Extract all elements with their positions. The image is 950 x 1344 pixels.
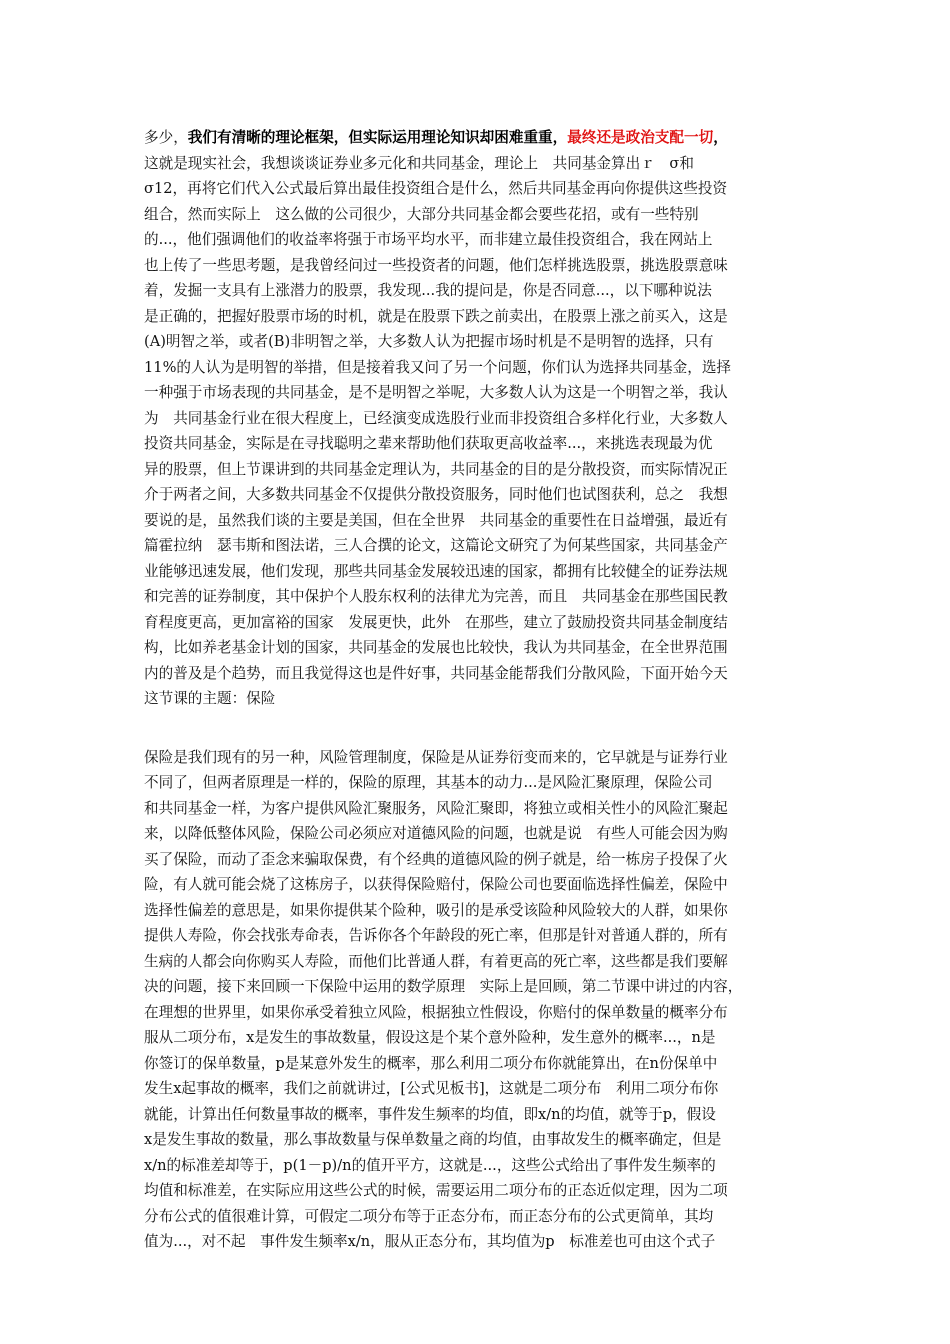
text-line: 这节课的主题：保险: [144, 690, 276, 707]
text-line: 是正确的，把握好股票市场的时机，就是在股票下跌之前卖出，在股票上涨之前买入，这是: [144, 307, 728, 325]
text-line: 投资共同基金，实际是在寻找聪明之辈来帮助他们获取更高收益率...，来挑选表现最为优: [144, 435, 713, 452]
text-line: 在理想的世界里，如果你承受着独立风险，根据独立性假设，你赔付的保单数量的概率分布: [144, 1003, 728, 1021]
text-line: 着，发掘一支具有上涨潜力的股票，我发现...我的提问是，你是否同意...，以下哪种说法: [144, 282, 712, 299]
lead-text: 多少，: [144, 129, 188, 146]
text-line: 组合，然而实际上 这么做的公司很少，大部分共同基金都会要些花招，或有一些特别: [144, 205, 699, 223]
text-line: 要说的是，虽然我们谈的主要是美国，但在全世界 共同基金的重要性在日益增强，最近有: [144, 511, 728, 529]
text-line: 你签订的保单数量，p是某意外发生的概率，那么利用二项分布你就能算出，在n份保单中: [144, 1054, 718, 1072]
text-line: 异的股票，但上节课讲到的共同基金定理认为，共同基金的目的是分散投资，而实际情况正: [144, 460, 728, 478]
text-line: 服从二项分布，x是发生的事故数量，假设这是个某个意外险种，发生意外的概率...，n是: [144, 1029, 716, 1046]
text-line: 介于两者之间，大多数共同基金不仅提供分散投资服务，同时他们也试图获利，总之 我想: [144, 486, 728, 503]
bold-comma: ，: [713, 129, 728, 146]
text-line: 11%的人认为是明智的举措，但是接着我又问了另一个问题，你们认为选择共同基金，选择: [144, 358, 732, 376]
document-body: [144, 125, 814, 1255]
red-emphasis-text: 最终还是政治支配一切: [567, 129, 714, 146]
text-line: 一种强于市场表现的共同基金，是不是明智之举呢，大多数人认为这是一个明智之举，我认: [144, 384, 728, 401]
text-line: 不同了，但两者原理是一样的，保险的原理，其基本的动力...是风险汇聚原理，保险公司: [144, 774, 713, 791]
text-line: 就能，计算出任何数量事故的概率，事件发生频率的均值，即x/n的均值，就等于p，假设: [144, 1105, 716, 1123]
text-line: 分布公式的值很难计算，可假定二项分布等于正态分布，而正态分布的公式更简单，其均: [144, 1207, 714, 1225]
paragraph-lines: [144, 151, 814, 712]
paragraph-mutual-funds: [144, 125, 814, 712]
text-line: 内的普及是个趋势，而且我觉得这也是件好事，共同基金能帮我们分散风险，下面开始今天: [144, 664, 728, 682]
text-line: 业能够迅速发展，他们发现，那些共同基金发展较迅速的国家，都拥有比较健全的证券法规: [144, 562, 728, 580]
text-line: 发生x起事故的概率，我们之前就讲过，[公式见板书]，这就是二项分布 利用二项分布你: [144, 1080, 719, 1097]
text-line: 也上传了一些思考题，是我曾经问过一些投资者的问题，他们怎样挑选股票，挑选股票意味: [144, 256, 728, 274]
text-line: 构，比如养老基金计划的国家，共同基金的发展也比较快，我认为共同基金，在全世界范围: [144, 639, 728, 656]
paragraph-lines: [144, 745, 814, 1255]
paragraph-insurance: [144, 745, 814, 1255]
paragraph-first-line: [144, 125, 814, 151]
text-line: 选择性偏差的意思是，如果你提供某个险种，吸引的是承受该险种风险较大的人群，如果你: [144, 901, 728, 919]
text-line: 这就是现实社会，我想谈谈证券业多元化和共同基金，理论上 共同基金算出ｒ σ和: [144, 154, 694, 172]
text-line: (A)明智之举，或者(B)非明智之举，大多数人认为把握市场时机是不是明智的选择，只有: [144, 333, 714, 350]
text-line: 买了保险，而动了歪念来骗取保费，有个经典的道德风险的例子就是，给一栋房子投保了火: [144, 850, 728, 868]
text-line: 保险是我们现有的另一种，风险管理制度，保险是从证券衍变而来的，它早就是与证券行业: [144, 748, 728, 766]
text-line: 险，有人就可能会烧了这栋房子，以获得保险赔付，保险公司也要面临选择性偏差，保险中: [144, 876, 728, 893]
text-line: 和共同基金一样，为客户提供风险汇聚服务，风险汇聚即，将独立或相关性小的风险汇聚起: [144, 799, 728, 817]
text-line: 生病的人都会向你购买人寿险，而他们比普通人群，有着更高的死亡率，这些都是我们要解: [144, 952, 728, 970]
text-line: 育程度更高，更加富裕的国家 发展更快，此外 在那些，建立了鼓励投资共同基金制度结: [144, 613, 728, 631]
text-line: x/n的标准差却等于，p(1－p)/n的值开平方，这就是...，这些公式给出了事件发生频率的: [144, 1156, 716, 1174]
bold-emphasis-text: 我们有清晰的理论框架，但实际运用理论知识却困难重重，: [187, 129, 568, 146]
text-line: 的...，他们强调他们的收益率将强于市场平均水平，而非建立最佳投资组合，我在网站上: [144, 231, 713, 248]
text-line: 值为...，对不起 事件发生频率x/n，服从正态分布，其均值为p 标准差也可由这个式子: [144, 1233, 716, 1250]
text-line: 决的问题，接下来回顾一下保险中运用的数学原理 实际上是回顾，第二节课中讲过的内容，: [144, 978, 743, 995]
text-line: 和完善的证券制度，其中保护个人股东权利的法律尤为完善，而且 共同基金在那些国民教: [144, 588, 728, 605]
paragraph-spacer: [144, 712, 814, 745]
text-line: 为 共同基金行业在很大程度上，已经演变成选股行业而非投资组合多样化行业，大多数人: [144, 409, 728, 427]
text-line: 来，以降低整体风险，保险公司必须应对道德风险的问题，也就是说 有些人可能会因为购: [144, 825, 728, 842]
text-line: 篇霍拉纳 瑟韦斯和图法诺，三人合撰的论文，这篇论文研究了为何某些国家，共同基金产: [144, 537, 728, 554]
text-line: x是发生事故的数量，那么事故数量与保单数量之商的均值，由事故发生的概率确定，但是: [144, 1131, 722, 1148]
text-line: 提供人寿险，你会找张寿命表，告诉你各个年龄段的死亡率，但那是针对普通人群的，所有: [144, 927, 728, 944]
text-line: 均值和标准差，在实际应用这些公式的时候，需要运用二项分布的正态近似定理，因为二项: [144, 1182, 728, 1199]
text-line: σ12，再将它们代入公式最后算出最佳投资组合是什么，然后共同基金再向你提供这些投资: [144, 180, 728, 197]
